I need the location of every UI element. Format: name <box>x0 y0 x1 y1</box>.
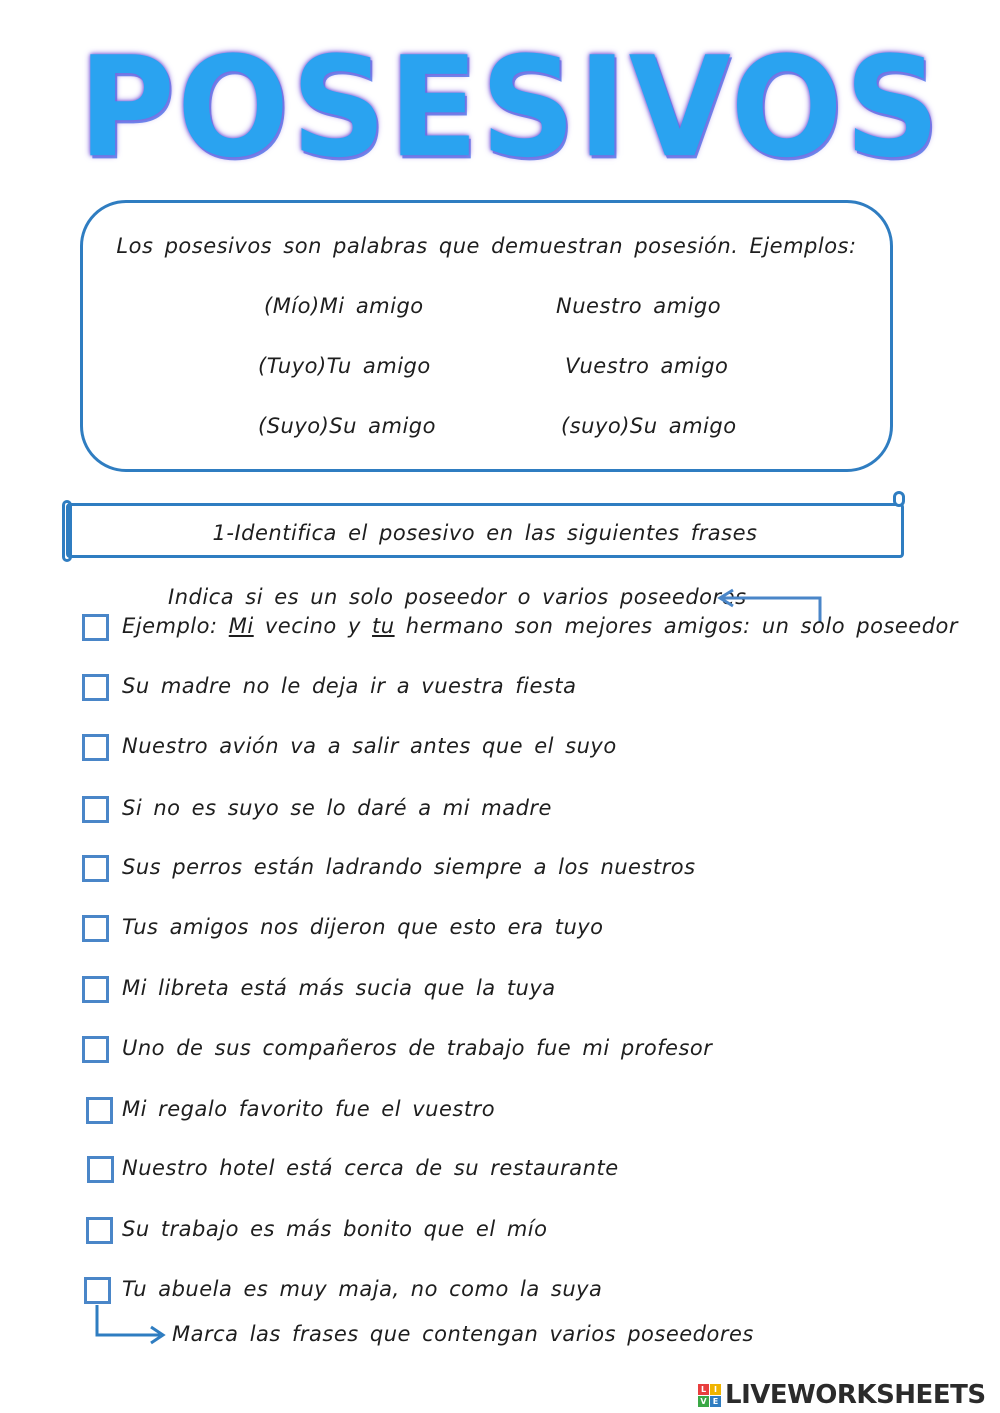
sentence-checkbox-2[interactable] <box>82 734 109 761</box>
example-right-3: (suyo)Su amigo <box>561 414 737 438</box>
example-left-3: (Suyo)Su amigo <box>258 414 436 438</box>
logo-mark-icon: L I V E <box>698 1384 721 1407</box>
sentence-7: Uno de sus compañeros de trabajo fue mi profesor <box>122 1036 713 1060</box>
page-title: POSESIVOS <box>78 27 942 189</box>
sentence-10: Su trabajo es más bonito que el mío <box>122 1217 548 1241</box>
sentence-4: Sus perros están ladrando siempre a los nuestros <box>122 855 696 879</box>
sentence-3: Si no es suyo se lo daré a mi madre <box>122 796 552 820</box>
example-sentence: Ejemplo: Mi vecino y tu hermano son mejores amigos: un solo poseedor <box>122 614 959 638</box>
sentence-5: Tus amigos nos dijeron que esto era tuyo <box>122 915 604 939</box>
sentence-9: Nuestro hotel está cerca de su restaurante <box>122 1156 619 1180</box>
sentence-checkbox-11[interactable] <box>84 1277 111 1304</box>
example-right-2: Vuestro amigo <box>565 354 729 378</box>
sentence-2: Nuestro avión va a salir antes que el suyo <box>122 734 617 758</box>
sentence-checkbox-6[interactable] <box>82 976 109 1003</box>
sentence-checkbox-8[interactable] <box>86 1097 113 1124</box>
sentence-1: Su madre no le deja ir a vuestra fiesta <box>122 674 577 698</box>
sentence-checkbox-4[interactable] <box>82 855 109 882</box>
exercise-instruction: Indica si es un solo poseedor o varios poseedores <box>168 585 747 609</box>
example-left-1: (Mío)Mi amigo <box>264 294 424 318</box>
final-arrow <box>97 1305 163 1343</box>
exercise-heading: 1-Identifica el posesivo en las siguientes frases <box>212 521 758 545</box>
liveworksheets-logo <box>698 1380 986 1410</box>
sentence-checkbox-5[interactable] <box>82 915 109 942</box>
sentence-checkbox-1[interactable] <box>82 674 109 701</box>
example-left-2: (Tuyo)Tu amigo <box>258 354 431 378</box>
sentence-6: Mi libreta está más sucia que la tuya <box>122 976 556 1000</box>
definition-intro: Los posesivos son palabras que demuestran posesión. Ejemplos: <box>116 234 857 258</box>
final-instruction: Marca las frases que contengan varios poseedores <box>172 1322 754 1346</box>
sentence-8: Mi regalo favorito fue el vuestro <box>122 1097 496 1121</box>
example-checkbox[interactable] <box>82 614 109 641</box>
sentence-checkbox-9[interactable] <box>87 1156 114 1183</box>
logo-text: LIVEWORKSHEETS <box>725 1380 986 1410</box>
sentence-checkbox-10[interactable] <box>86 1217 113 1244</box>
sentence-checkbox-7[interactable] <box>82 1036 109 1063</box>
example-right-1: Nuestro amigo <box>556 294 722 318</box>
sentence-checkbox-3[interactable] <box>82 796 109 823</box>
sentence-11: Tu abuela es muy maja, no como la suya <box>122 1277 603 1301</box>
